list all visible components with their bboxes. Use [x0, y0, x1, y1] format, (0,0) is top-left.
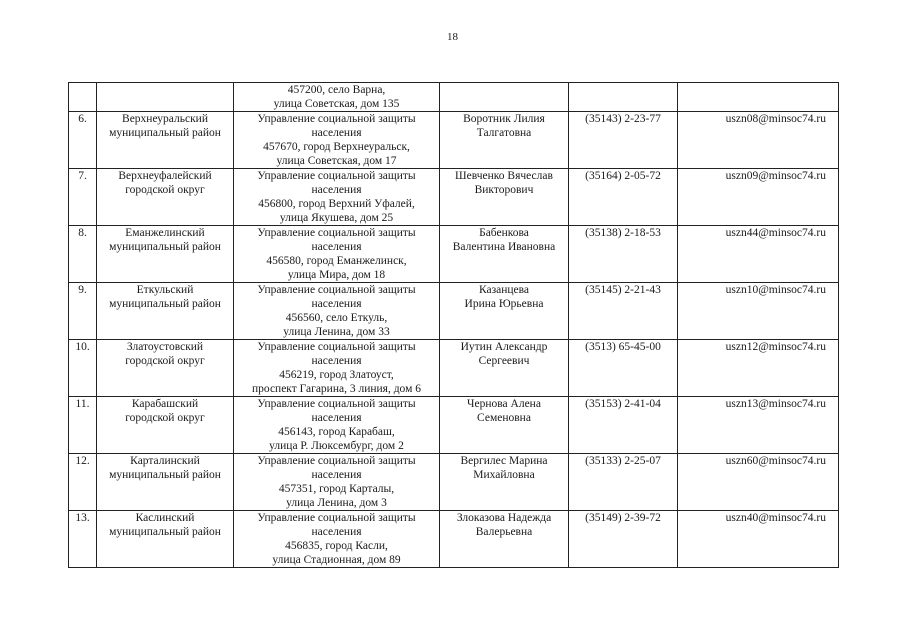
address-line: 457670, город Верхнеуральск, — [263, 141, 410, 153]
organization-name: Управление социальной защиты — [257, 341, 416, 353]
organization-name: Управление социальной защиты — [257, 284, 416, 296]
cell-organization — [234, 83, 440, 112]
district-name: Златоустовский — [126, 341, 204, 353]
organization-name: населения — [311, 469, 362, 481]
cell-organization — [234, 511, 440, 568]
cell-number — [69, 83, 97, 112]
address-line: 457200, село Варна, — [287, 84, 386, 96]
address-line: улица Ленина, дом 3 — [286, 497, 387, 509]
cell-email[interactable]: uszn12@minsoc74.ru — [678, 340, 839, 397]
head-surname: Бабенкова — [479, 227, 529, 239]
cell-phone: (35145) 2-21-43 — [569, 283, 678, 340]
head-given-names: Валентина Ивановна — [452, 241, 556, 253]
district-type: городской округ — [125, 184, 205, 196]
district-name: Верхнеуральский — [122, 113, 208, 125]
cell-phone: (35164) 2-05-72 — [569, 169, 678, 226]
organization-name: населения — [311, 355, 362, 367]
organization-name: Управление социальной защиты — [257, 227, 416, 239]
district-name: Каслинский — [135, 512, 195, 524]
head-given-names: Семеновна — [477, 412, 531, 424]
head-surname: Иутин Александр — [460, 341, 548, 353]
cell-number: 11. — [69, 397, 97, 454]
cell-organization — [234, 283, 440, 340]
cell-email[interactable]: uszn44@minsoc74.ru — [678, 226, 839, 283]
district-name: Еманжелинский — [125, 227, 205, 239]
cell-number: 7. — [69, 169, 97, 226]
head-surname: Воротник Лилия — [463, 113, 545, 125]
table-row — [69, 112, 839, 169]
cell-district — [97, 454, 234, 511]
cell-district — [97, 340, 234, 397]
organization-name: населения — [311, 127, 362, 139]
cell-head — [440, 83, 569, 112]
organization-name: населения — [311, 526, 362, 538]
organization-name: Управление социальной защиты — [257, 512, 416, 524]
district-name: Верхнеуфалейский — [118, 170, 212, 182]
organization-name: населения — [311, 412, 362, 424]
district-type: муниципальный район — [109, 241, 221, 253]
district-type: муниципальный район — [109, 127, 221, 139]
cell-district — [97, 283, 234, 340]
table-row — [69, 454, 839, 511]
cell-head — [440, 511, 569, 568]
cell-district — [97, 169, 234, 226]
table-row — [69, 397, 839, 454]
cell-head — [440, 226, 569, 283]
cell-phone: (35149) 2-39-72 — [569, 511, 678, 568]
page-number: 18 — [447, 31, 458, 43]
address-line: улица Советская, дом 135 — [273, 98, 400, 110]
address-line: улица Р. Люксембург, дом 2 — [269, 440, 404, 452]
cell-organization — [234, 169, 440, 226]
district-type: муниципальный район — [109, 298, 221, 310]
cell-number: 13. — [69, 511, 97, 568]
cell-phone: (3513) 65-45-00 — [569, 340, 678, 397]
cell-district — [97, 397, 234, 454]
address-line: улица Советская, дом 17 — [276, 155, 397, 167]
cell-head — [440, 283, 569, 340]
address-line: 456560, село Еткуль, — [285, 312, 388, 324]
table-row — [69, 340, 839, 397]
cell-number: 6. — [69, 112, 97, 169]
address-line: улица Якушева, дом 25 — [279, 212, 394, 224]
cell-email[interactable]: uszn13@minsoc74.ru — [678, 397, 839, 454]
cell-number: 9. — [69, 283, 97, 340]
head-surname: Чернова Алена — [467, 398, 541, 410]
organization-name: населения — [311, 184, 362, 196]
head-given-names: Ирина Юрьевна — [464, 298, 544, 310]
cell-organization — [234, 397, 440, 454]
cell-district — [97, 226, 234, 283]
district-name: Карабашский — [131, 398, 199, 410]
social-protection-table — [68, 82, 839, 568]
address-line: 456835, город Касли, — [285, 540, 388, 552]
table-row — [69, 169, 839, 226]
organization-name: Управление социальной защиты — [257, 455, 416, 467]
head-given-names: Валерьевна — [475, 526, 533, 538]
cell-district — [97, 511, 234, 568]
cell-email[interactable]: uszn60@minsoc74.ru — [678, 454, 839, 511]
cell-email[interactable]: uszn10@minsoc74.ru — [678, 283, 839, 340]
organization-name: населения — [311, 298, 362, 310]
cell-organization — [234, 226, 440, 283]
head-surname: Вергилес Марина — [460, 455, 548, 467]
cell-phone: (35143) 2-23-77 — [569, 112, 678, 169]
cell-email[interactable]: uszn09@minsoc74.ru — [678, 169, 839, 226]
cell-head — [440, 340, 569, 397]
cell-head — [440, 397, 569, 454]
cell-head — [440, 112, 569, 169]
head-surname: Злоказова Надежда — [456, 512, 552, 524]
district-name: Карталинский — [130, 455, 200, 467]
cell-phone — [569, 83, 678, 112]
address-line: 456800, город Верхний Уфалей, — [258, 198, 415, 210]
cell-number: 10. — [69, 340, 97, 397]
cell-head — [440, 169, 569, 226]
cell-district — [97, 83, 234, 112]
organization-name: Управление социальной защиты — [257, 398, 416, 410]
organization-name: Управление социальной защиты — [257, 170, 416, 182]
cell-organization — [234, 112, 440, 169]
cell-district — [97, 112, 234, 169]
address-line: улица Ленина, дом 33 — [283, 326, 390, 338]
head-given-names: Талгатовна — [476, 127, 532, 139]
cell-organization — [234, 454, 440, 511]
cell-number: 12. — [69, 454, 97, 511]
table-body — [69, 112, 839, 568]
table-row-continuation — [69, 83, 839, 112]
district-type: городской округ — [125, 412, 205, 424]
organization-name: населения — [311, 241, 362, 253]
cell-email[interactable]: uszn40@minsoc74.ru — [678, 511, 839, 568]
head-given-names: Михайловна — [473, 469, 535, 481]
district-name: Еткульский — [136, 284, 194, 296]
district-type: муниципальный район — [109, 469, 221, 481]
table-row — [69, 511, 839, 568]
district-type: муниципальный район — [109, 526, 221, 538]
cell-phone: (35153) 2-41-04 — [569, 397, 678, 454]
address-line: проспект Гагарина, 3 линия, дом 6 — [252, 383, 421, 395]
cell-email[interactable]: uszn08@minsoc74.ru — [678, 112, 839, 169]
address-line: 456143, город Карабаш, — [278, 426, 395, 438]
address-line: улица Мира, дом 18 — [287, 269, 386, 281]
head-given-names: Викторович — [474, 184, 534, 196]
district-type: городской округ — [125, 355, 205, 367]
cell-email — [678, 83, 839, 112]
address-line: 456219, город Златоуст, — [279, 369, 394, 381]
head-given-names: Сергеевич — [478, 355, 530, 367]
cell-number: 8. — [69, 226, 97, 283]
head-surname: Казанцева — [478, 284, 530, 296]
cell-organization — [234, 340, 440, 397]
table-row — [69, 226, 839, 283]
cell-head — [440, 454, 569, 511]
head-surname: Шевченко Вячеслав — [455, 170, 553, 182]
table-row — [69, 283, 839, 340]
organization-name: Управление социальной защиты — [257, 113, 416, 125]
cell-phone: (35133) 2-25-07 — [569, 454, 678, 511]
address-line: 457351, город Карталы, — [278, 483, 395, 495]
address-line: улица Стадионная, дом 89 — [272, 554, 401, 566]
cell-phone: (35138) 2-18-53 — [569, 226, 678, 283]
address-line: 456580, город Еманжелинск, — [266, 255, 407, 267]
